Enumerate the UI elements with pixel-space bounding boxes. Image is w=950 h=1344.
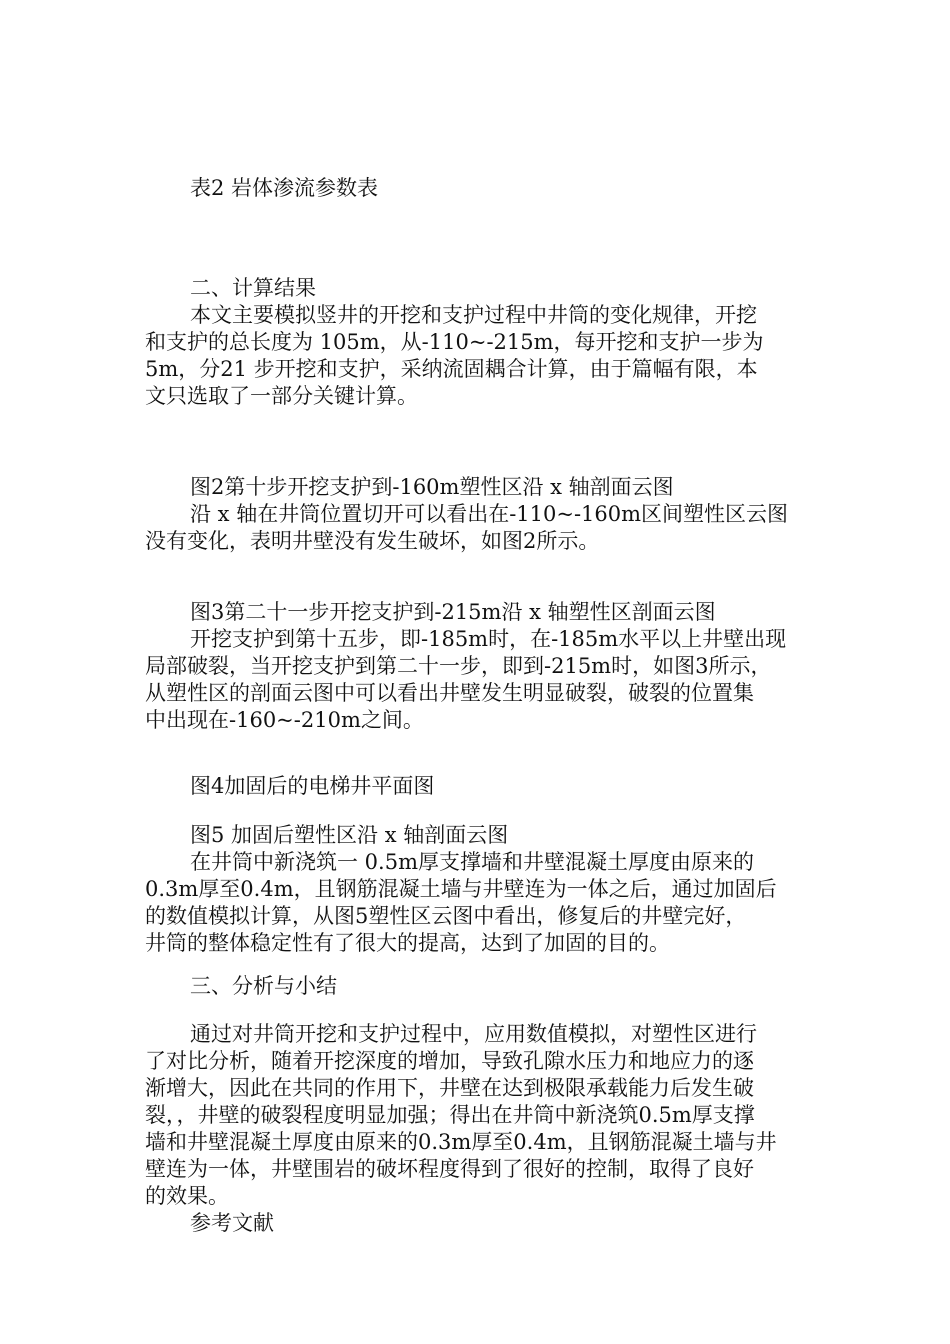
references-heading: 参考文献 (190, 1211, 274, 1235)
paragraph-line: 在井筒中新浇筑一 0.5m厚支撑墙和井壁混凝土厚度由原来的 (190, 850, 754, 874)
paragraph-line: 墙和井壁混凝土厚度由原来的0.3m厚至0.4m，且钢筋混凝土墙与井 (145, 1130, 777, 1154)
section-2-heading: 二、计算结果 (190, 276, 316, 300)
paragraph-line: 中出现在-160~-210m之间。 (145, 708, 424, 732)
table-2-caption: 表2 岩体渗流参数表 (190, 176, 379, 200)
paragraph-line: 0.3m厚至0.4m，且钢筋混凝土墙与井壁连为一体之后，通过加固后 (145, 877, 777, 901)
paragraph-line: 了对比分析，随着开挖深度的增加，导致孔隙水压力和地应力的逐 (145, 1049, 754, 1073)
paragraph-line: 的效果。 (145, 1184, 229, 1208)
paragraph-line: 从塑性区的剖面云图中可以看出井壁发生明显破裂，破裂的位置集 (145, 681, 754, 705)
figure-3-caption: 图3第二十一步开挖支护到-215m沿 x 轴塑性区剖面云图 (190, 600, 716, 624)
paragraph-line: 本文主要模拟竖井的开挖和支护过程中井筒的变化规律，开挖 (190, 303, 757, 327)
figure-2-caption: 图2第十步开挖支护到-160m塑性区沿 x 轴剖面云图 (190, 475, 674, 499)
paragraph-line: 局部破裂，当开挖支护到第二十一步，即到-215m时，如图3所示， (145, 654, 772, 678)
paragraph-line: 的数值模拟计算，从图5塑性区云图中看出，修复后的井壁完好， (145, 904, 747, 928)
paragraph-line: 渐增大，因此在共同的作用下，井壁在达到极限承载能力后发生破 (145, 1076, 754, 1100)
paragraph-line: 5m，分21 步开挖和支护，采纳流固耦合计算，由于篇幅有限，本 (145, 357, 758, 381)
paragraph-line: 壁连为一体，井壁围岩的破坏程度得到了很好的控制，取得了良好 (145, 1157, 754, 1181)
paragraph-line: 和支护的总长度为 105m，从-110~-215m，每开挖和支护一步为 (145, 330, 764, 354)
paragraph-line: 文只选取了一部分关键计算。 (145, 384, 418, 408)
paragraph-line: 通过对井筒开挖和支护过程中，应用数值模拟，对塑性区进行 (190, 1022, 757, 1046)
paragraph-line: 没有变化，表明井壁没有发生破坏，如图2所示。 (145, 529, 600, 553)
section-3-heading: 三、分析与小结 (190, 974, 337, 998)
figure-5-caption: 图5 加固后塑性区沿 x 轴剖面云图 (190, 823, 509, 847)
paragraph-line: 井筒的整体稳定性有了很大的提高，达到了加固的目的。 (145, 931, 670, 955)
paragraph-line: 沿 x 轴在井筒位置切开可以看出在-110~-160m区间塑性区云图 (190, 502, 789, 526)
paragraph-line: 裂，，井壁的破裂程度明显加强；得出在井筒中新浇筑0.5m厚支撑 (145, 1103, 755, 1127)
paragraph-line: 开挖支护到第十五步，即-185m时，在-185m水平以上井壁出现 (190, 627, 787, 651)
figure-4-caption: 图4加固后的电梯井平面图 (190, 774, 435, 798)
